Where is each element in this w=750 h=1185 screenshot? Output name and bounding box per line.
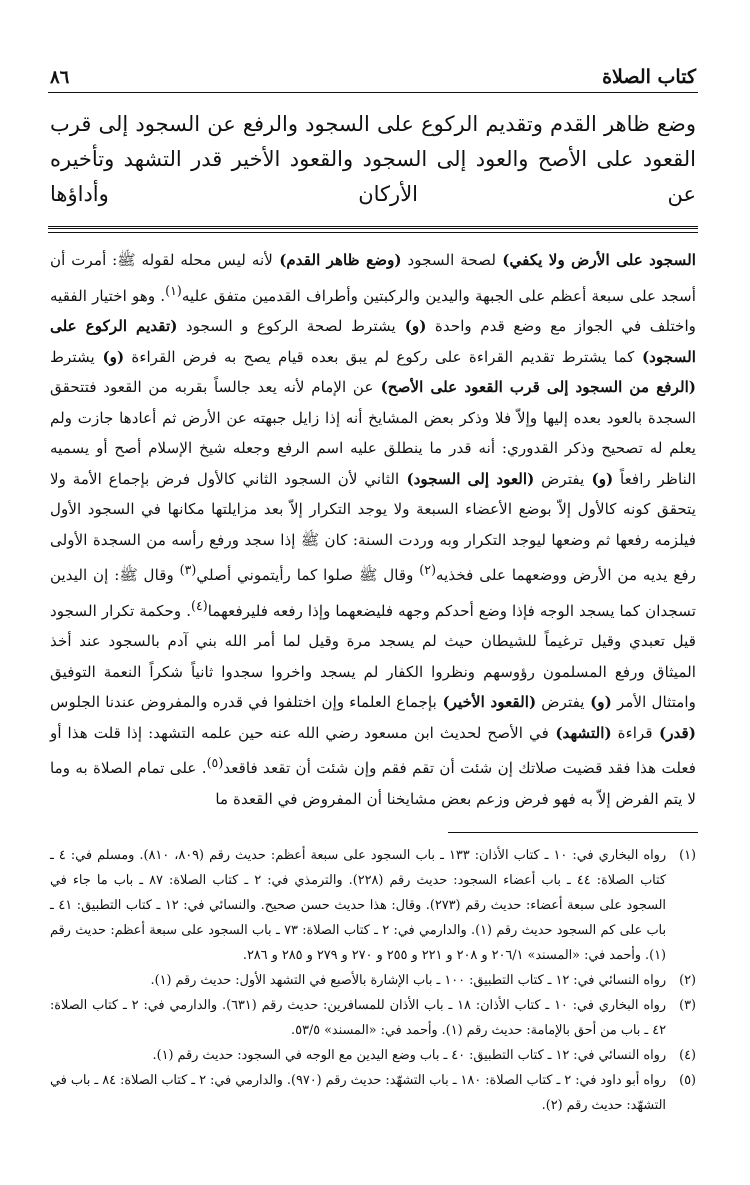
bold-term: (العود إلى السجود) <box>399 469 535 488</box>
commentary-text: يشترط لصحة الركوع و السجود <box>177 317 396 336</box>
matn-paragraph: وضع ظاهر القدم وتقديم الركوع على السجود والرفع عن السجود إلى قرب القعود على الأصح والعود إلى السجود والقعود الأخير قدر التشهد وتأخيره عن الأركان وأداؤها <box>50 112 696 206</box>
footnote-text: رواه النسائي في: ١٢ ـ كتاب التطبيق: ١٠٠ ـ باب الإشارة بالأصبع في التشهد الأول: حديث رقم (١). <box>150 973 666 989</box>
footnote-text: رواه البخاري في: ١٠ ـ كتاب الأذان: ١٨ ـ باب الأذان للمسافرين: حديث رقم (٦٣١). والدارمي في: ٢ ـ كتاب الصلاة: ٤٢ ـ باب من أحق بالإمامة: حديث رقم (١). وأحمد في: «المسند» ٥٣/٥. <box>50 998 666 1039</box>
footnote-number: (٣) <box>679 998 696 1014</box>
commentary-block <box>48 245 698 814</box>
bold-term: السجود على الأرض ولا يكفي) <box>495 251 696 269</box>
footnote-item <box>50 1043 696 1068</box>
footnotes-block <box>48 843 698 1118</box>
matn-text-block <box>48 103 698 222</box>
bold-term: (قدر) <box>652 723 696 742</box>
bold-term: (القعود الأخير) <box>436 693 537 712</box>
footnote-text: رواه النسائي في: ١٢ ـ كتاب التطبيق: ٤٠ ـ باب وضع اليدين مع الوجه في السجود: حديث رقم (١). <box>152 1048 666 1064</box>
footnote-number: (٥) <box>679 1073 697 1089</box>
commentary-paragraph <box>50 245 696 814</box>
commentary-text: الثاني لأن السجود الثاني كالأول فرض بإجماع الأمة ولا يتحقق كونه كالأول إلاّ بوضع الأعضاء السبعة ولا يوجد التكرار إلاّ بعد مزايلتها مكانها في السجود الأول فيلزمه رفعها ثم وضعها ليوجد التكرار وبه وردت السنة: كان ﷺ إذا سجد ورفع رأسه من السجدة الأولى رفع يديه من الأرض ووضعهما على فخذيه <box>50 469 697 585</box>
footnote-ref[interactable]: (٢) <box>419 562 437 578</box>
book-page <box>48 54 698 1118</box>
commentary-text: . وهو اختيار الفقيه واختلف في الجواز مع وضع قدم واحدة <box>50 286 696 336</box>
bold-term: (تقديم الركوع على السجود) <box>50 317 696 366</box>
bold-term: (و) <box>584 693 612 712</box>
footnote-number: (٢) <box>679 973 696 989</box>
commentary-text: قراءة <box>611 723 653 742</box>
page-header <box>48 54 698 93</box>
commentary-text: في الأصح لحديث ابن مسعود رضي الله عنه حين علمه التشهد: إذا قلت هذا أو فعلت هذا فقد قضيت صلاتك إن شئت أن تقم فقم وإن شئت أن تقعد فاقعد <box>50 723 696 778</box>
commentary-text: . على تمام الصلاة به وما لا يتم الفرض إلاّ به فهو فرض وزعم بعض مشايخنا أن المفروض في القعدة ما <box>50 759 696 808</box>
footnote-item <box>50 968 696 993</box>
commentary-text: عن الإمام لأنه يعد جالساً بقربه من القعود فتتحقق السجدة بالعود بعده إليها وإلاّ فلا وذكر بعض المشايخ أنه إذا زايل جبهته عن الأرض ثم أعادها جازت ولم يعلم له تصحيح وذكر القدوري: أنه قدر ما ينطلق عليه اسم الرفع وجعله شيخ الإسلام أصح أو يسميه الناظر رافعاً <box>50 378 697 488</box>
matn-separator <box>48 226 698 233</box>
footnote-text: رواه البخاري في: ١٠ ـ كتاب الأذان: ١٣٣ ـ باب السجود على سبعة أعظم: حديث رقم (٨٠٩، ٨١٠). ومسلم في: ٤ ـ كتاب الصلاة: ٤٤ ـ باب أعضاء السجود: حديث رقم (٢٢٨). والترمذي في: ٢ ـ كتاب الصلاة: ٨٧ ـ باب ما جاء في السجود على سبعة أعضاء: حديث رقم (٢٧٣). وقال: هذا حديث حسن صحيح. والنسائي في: ١٢ ـ كتاب التطبيق: ٤١ ـ باب على كم السجود حديث رقم (١). والدارمي في: ٢ ـ كتاب الصلاة: ٧٣ ـ باب السجود على سبعة أعظم: حديث رقم (١). وأحمد في: «المسند» ٢٠٦/١ و ٢٠٨ و ٢٢١ و ٢٥٥ و ٢٧٠ و ٢٧٩ و ٢٨٥ و ٢٨٦. <box>50 848 667 964</box>
footnote-item <box>50 993 696 1043</box>
footnote-ref[interactable]: (٥) <box>206 755 224 771</box>
footnote-text: رواه أبو داود في: ٢ ـ كتاب الصلاة: ١٨٠ ـ باب التشهّد: حديث رقم (٩٧٠). والدارمي في: ٢ ـ كتاب الصلاة: ٨٤ ـ باب في التشهّد: حديث رقم (٢). <box>50 1073 667 1114</box>
commentary-text: بإجماع العلماء وإن اختلفوا في قدره والمفروض عندنا الجلوس <box>50 693 437 712</box>
commentary-text: لصحة السجود <box>401 251 496 269</box>
bold-term: (و) <box>584 469 614 488</box>
footnote-ref[interactable]: (٣) <box>179 562 197 578</box>
commentary-text: لأنه ليس محله لقوله ﷺ: أمرت أن أسجد على سبعة أعظم على الجبهة واليدين والركبتين وأطراف القدمين متفق عليه <box>50 251 696 305</box>
footnote-item <box>50 843 696 968</box>
footnote-number: (١) <box>679 848 696 864</box>
footnote-ref[interactable]: (١) <box>165 282 182 298</box>
footnote-separator <box>448 832 698 833</box>
commentary-text: يفترض <box>534 469 585 488</box>
commentary-text: يشترط <box>50 347 95 366</box>
commentary-text: يفترض <box>536 693 585 712</box>
commentary-text: وقال ﷺ صلوا كما رأيتموني أصلي <box>196 566 420 585</box>
bold-term: (وضع ظاهر القدم) <box>272 251 402 269</box>
bold-term: (و) <box>94 347 125 366</box>
commentary-text: وقال ﷺ: إن اليدين تسجدان كما يسجد الوجه فإذا وضع أحدكم وجهه فليضعهما وإذا رفعه فليرفعهما <box>50 566 696 620</box>
footnote-ref[interactable]: (٤) <box>191 597 208 613</box>
bold-term: (و) <box>395 317 427 336</box>
commentary-text: كما يشترط تقديم القراءة على ركوع لم يبق بعده قيام يصح به فرض القراءة <box>124 347 635 366</box>
footnote-item <box>50 1068 696 1118</box>
bold-term: (الرفع من السجود إلى قرب القعود على الأصح) <box>373 378 696 397</box>
footnote-number: (٤) <box>679 1048 696 1064</box>
running-title: كتاب الصلاة <box>602 66 696 88</box>
page-number: ٨٦ <box>50 67 70 88</box>
commentary-text: . وحكمة تكرار السجود قيل تعبدي وقيل ترغيماً للشيطان حيث لم يسجد مرة وقيل لما أمر الله بني آدم بالسجود عند أخذ الميثاق ورفع المسلمون رؤوسهم ونظروا الكفار لم يسجد واخروا سجدوا ثانياً شكراً النعمة التوفيق وامتثال الأمر <box>50 601 696 712</box>
bold-term: (التشهد) <box>548 723 612 742</box>
